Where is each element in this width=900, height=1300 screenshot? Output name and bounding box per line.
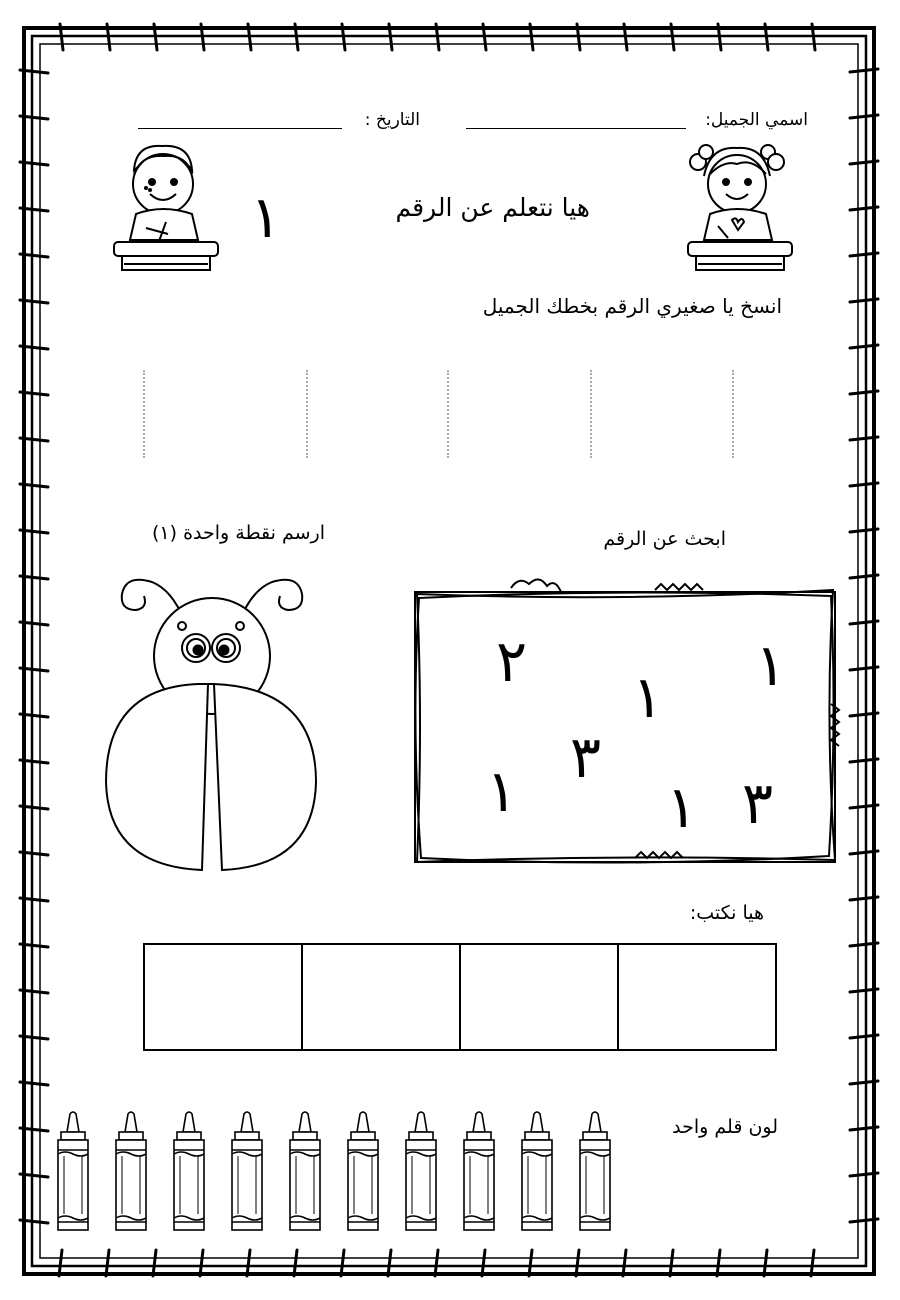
draw-dot-label: ارسم نقطة واحدة (١) <box>152 522 325 544</box>
write-label: هيا نكتب: <box>689 902 764 924</box>
search-digit[interactable]: ١ <box>486 757 518 825</box>
crayon-icon[interactable] <box>286 1110 324 1234</box>
boy-at-desk-illustration <box>106 140 226 278</box>
tracing-line <box>590 370 592 458</box>
name-blank-line[interactable] <box>466 128 686 129</box>
date-blank-line[interactable] <box>138 128 342 129</box>
ladybug-illustration[interactable] <box>102 560 322 880</box>
tracing-line <box>447 370 449 458</box>
crayon-icon[interactable] <box>518 1110 556 1234</box>
tracing-line <box>306 370 308 458</box>
name-label: اسمي الجميل: <box>705 110 808 130</box>
tracing-line <box>732 370 734 458</box>
girl-at-desk-illustration <box>680 140 800 278</box>
crayon-icon[interactable] <box>112 1110 150 1234</box>
crayon-icon[interactable] <box>576 1110 614 1234</box>
find-number-label: ابحث عن الرقم <box>603 528 726 550</box>
writing-box[interactable] <box>301 945 459 1049</box>
tracing-line <box>143 370 145 458</box>
crayon-icon[interactable] <box>402 1110 440 1234</box>
copy-instruction: انسخ يا صغيري الرقم بخطك الجميل <box>482 294 782 318</box>
writing-box[interactable] <box>459 945 617 1049</box>
search-digit[interactable]: ٣ <box>742 769 774 837</box>
search-digit[interactable]: ١ <box>755 631 787 699</box>
writing-box[interactable] <box>617 945 775 1049</box>
search-digit[interactable]: ٣ <box>570 723 602 791</box>
page-title: هيا نتعلم عن الرقم <box>395 193 590 222</box>
writing-box[interactable] <box>145 945 301 1049</box>
crayon-icon[interactable] <box>460 1110 498 1234</box>
crayon-row <box>54 1110 614 1236</box>
date-label: التاريخ : <box>364 110 420 130</box>
crayon-icon[interactable] <box>54 1110 92 1234</box>
search-digit[interactable]: ١ <box>632 663 664 731</box>
search-digit[interactable]: ٢ <box>496 627 528 695</box>
color-crayon-label: لون قلم واحد <box>672 1116 778 1138</box>
writing-boxes <box>143 943 777 1051</box>
title-digit: ١ <box>250 183 282 251</box>
find-number-frame <box>405 574 845 872</box>
crayon-icon[interactable] <box>228 1110 266 1234</box>
search-digit[interactable]: ١ <box>666 773 698 841</box>
crayon-icon[interactable] <box>170 1110 208 1234</box>
crayon-icon[interactable] <box>344 1110 382 1234</box>
